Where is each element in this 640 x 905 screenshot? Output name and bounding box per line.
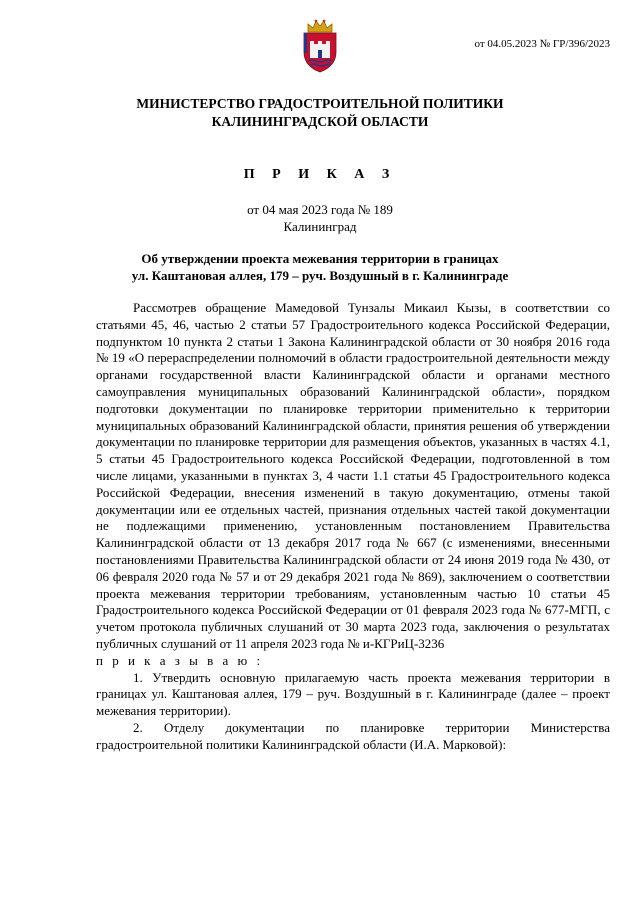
order-date-block	[0, 201, 640, 235]
item-2-paragraph: 2. Отделу документации по планировке территории Министерства градостроительной политики Калининградской области (И.А. Марковой):	[96, 719, 610, 752]
item-1-paragraph: 1. Утвердить основную прилагаемую часть проекта межевания территории в границах ул. Каштановая аллея, 179 – руч. Воздушный в г. Калининграде (далее – проект межевания территории).	[96, 669, 610, 719]
intro-paragraph: Рассмотрев обращение Мамедовой Тунзалы Микаил Кызы, в соответствии со статьями 45, 46, частью 2 статьи 57 Градостроительного кодекса Российской Федерации, подпунктом 10 пункта 2 статьи 1 Закона Калининградской области от 30 ноября 2016 года № 19 «О перераспределении полномочий в области градостроительной деятельности между органами государственной власти Калининградской области и органами местного самоуправления муниципальных образований Калининградской области», порядком подготовки документации по планировке территории применительно к территории муниципальных образований Калининградской области, принятия решения об утверждении документации по планировке территории для размещения объектов, указанных в частях 4.1, 5 статьи 45 Градостроительного кодекса Российской Федерации, подготовленной в том числе лицами, указанными в пунктах 3, 4 части 1.1 статьи 45 Градостроительного кодекса Российской Федерации, внесения изменений в такую документацию, отмены такой документации или ее отдельных частей, признания отдельных частей такой документации не подлежащими применению, установленным постановлением Правительства Калининградской области от 13 декабря 2017 года № 667 (с изменениями, внесенными постановлениями Правительства Калининградской области от 24 июня 2019 года № 430, от 06 февраля 2020 года № 57 и от 29 декабря 2021 года № 869), заключением о соответствии проекта межевания территории требованиям, установленным частью 10 статьи 45 Градостроительного кодекса Российской Федерации от 01 февраля 2023 года № 677-МГП, с учетом протокола публичных слушаний от 30 марта 2023 года, заключения о результатах публичных слушаний от 11 апреля 2023 года № и-КГРиЦ-3236	[96, 300, 610, 651]
order-title	[0, 250, 640, 284]
prikazyvayu-line: п р и к а з ы в а ю :	[96, 652, 264, 668]
coat-of-arms-icon	[300, 18, 340, 74]
order-date-number: от 04 мая 2023 года № 189	[247, 202, 393, 217]
order-title-line-1: Об утверждении проекта межевания территории в границах	[141, 251, 499, 266]
ministry-line-2: КАЛИНИНГРАДСКОЙ ОБЛАСТИ	[211, 114, 429, 129]
order-heading: П Р И К А З	[243, 167, 397, 182]
order-title-line-2: ул. Каштановая аллея, 179 – руч. Воздушный в г. Калининграде	[131, 268, 509, 283]
ministry-line-1: МИНИСТЕРСТВО ГРАДОСТРОИТЕЛЬНОЙ ПОЛИТИКИ	[136, 96, 504, 111]
document-reference: от 04.05.2023 № ГР/396/2023	[474, 38, 610, 50]
ministry-name	[0, 95, 640, 131]
order-city: Калининград	[283, 219, 357, 234]
order-body	[96, 300, 610, 754]
